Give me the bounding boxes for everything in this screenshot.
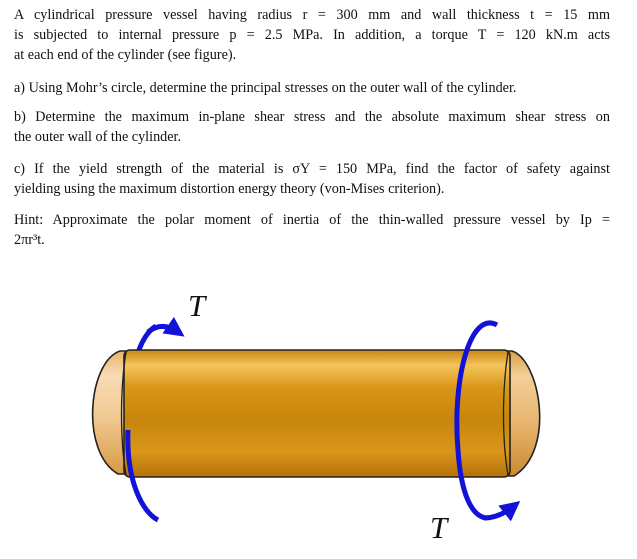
intro-line-3: at each end of the cylinder (see figure). [14, 47, 237, 63]
problem-intro [14, 5, 610, 65]
part-b-question [14, 107, 610, 147]
torque-label-top: T [188, 288, 206, 323]
intro-line-2: is subjected to internal pressure p = 2.5 MPa. In addition, a torque T = 120 kN.m acts [14, 27, 610, 43]
right-torque-arrow-head [484, 506, 514, 518]
part-a-line-1: a) Using Mohr’s circle, determine the principal stresses on the outer wall of the cylinder. [14, 80, 517, 96]
intro-line-1: A cylindrical pressure vessel having radius r = 300 mm and wall thickness t = 15 mm [14, 7, 610, 23]
right-end-cap [506, 351, 540, 476]
hint-line-2: 2πr³t. [14, 232, 45, 248]
part-b-line-2: the outer wall of the cylinder. [14, 129, 182, 145]
pressure-vessel-figure [0, 280, 637, 559]
part-a-question [14, 78, 610, 98]
pressure-vessel-diagram [0, 280, 637, 559]
part-c-line-1: c) If the yield strength of the material is σY = 150 MPa, find the factor of safety against [14, 161, 610, 177]
left-torque-arrow-top [148, 326, 178, 332]
part-c-line-2: yielding using the maximum distortion energy theory (von-Mises criterion). [14, 181, 445, 197]
part-b-line-1: b) Determine the maximum in-plane shear stress and the absolute maximum shear stress on [14, 109, 610, 125]
hint [14, 210, 610, 250]
part-c-question [14, 159, 610, 199]
hint-line-1: Hint: Approximate the polar moment of inertia of the thin-walled pressure vessel by Ip = [14, 212, 610, 228]
torque-label-bottom: T [430, 510, 448, 545]
cylinder-body [124, 350, 510, 477]
